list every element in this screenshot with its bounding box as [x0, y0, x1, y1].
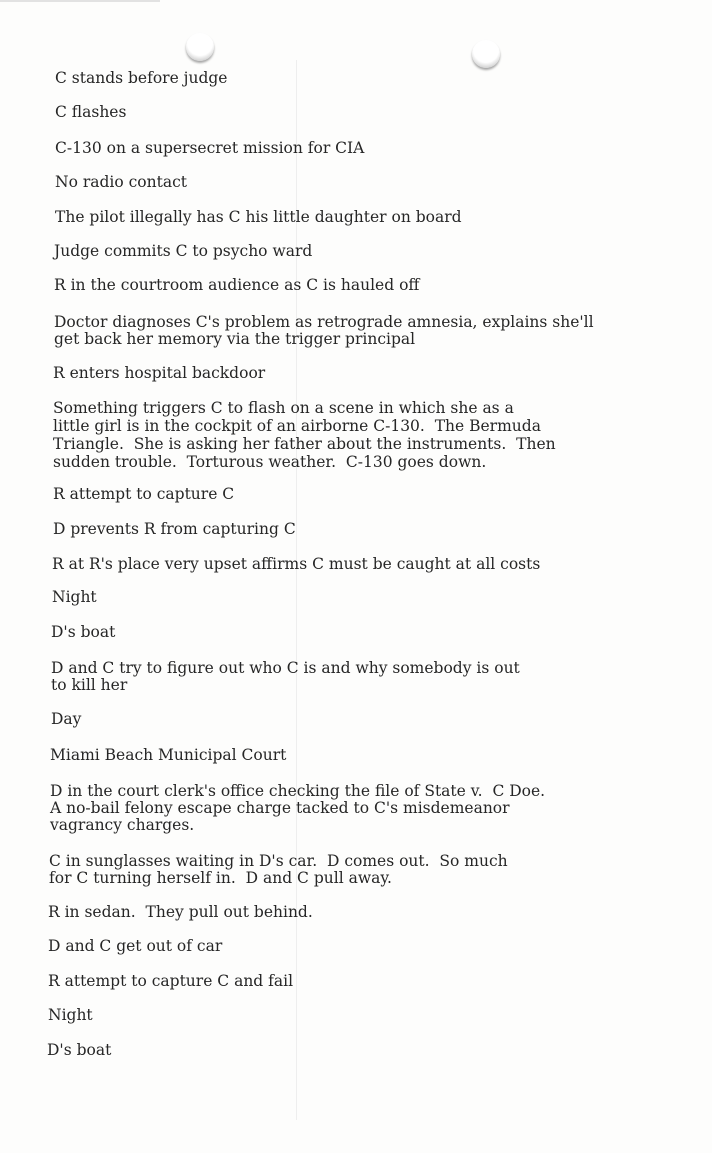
text-line: R attempt to capture C [53, 485, 235, 503]
text-line: D's boat [47, 1041, 112, 1059]
text-line: C-130 on a supersecret mission for CIA [55, 139, 365, 157]
text-line: Judge commits C to psycho ward [54, 242, 313, 260]
text-line: A no-bail felony escape charge tacked to C's misdemeanor [50, 799, 510, 817]
text-line: Night [48, 1006, 93, 1024]
text-line: R at R's place very upset affirms C must be caught at all costs [52, 555, 541, 573]
text-line: R attempt to capture C and fail [48, 972, 294, 990]
text-line: D and C try to figure out who C is and why somebody is out [51, 659, 520, 677]
text-line: Triangle. She is asking her father about the instruments. Then [53, 435, 556, 453]
text-line: D and C get out of car [48, 937, 223, 955]
text-line: D prevents R from capturing C [53, 520, 296, 538]
text-line: sudden trouble. Torturous weather. C-130 goes down. [53, 453, 487, 471]
text-line: little girl is in the cockpit of an airborne C-130. The Bermuda [53, 417, 541, 435]
text-line: R in the courtroom audience as C is hauled off [54, 276, 420, 294]
text-line: R enters hospital backdoor [53, 364, 266, 382]
text-line: The pilot illegally has C his little daughter on board [55, 208, 462, 226]
text-line: C in sunglasses waiting in D's car. D comes out. So much [49, 852, 508, 870]
text-line: get back her memory via the trigger principal [54, 330, 416, 348]
text-line: Something triggers C to flash on a scene in which she as a [53, 399, 514, 417]
text-line: Miami Beach Municipal Court [50, 746, 287, 764]
top-edge-rule [0, 0, 160, 2]
text-line: C stands before judge [55, 69, 228, 87]
text-line: Day [51, 710, 82, 728]
text-line: for C turning herself in. D and C pull away. [49, 869, 392, 887]
text-line: R in sedan. They pull out behind. [48, 903, 313, 921]
text-line: C flashes [55, 103, 127, 121]
text-line: to kill her [51, 676, 128, 694]
punch-hole-right [472, 40, 500, 68]
text-line: D's boat [51, 623, 116, 641]
text-line: Night [52, 588, 97, 606]
text-line: D in the court clerk's office checking the file of State v. C Doe. [50, 782, 546, 800]
text-line: No radio contact [55, 173, 187, 191]
punch-hole-left [186, 33, 214, 61]
text-line: Doctor diagnoses C's problem as retrograde amnesia, explains she'll [54, 313, 594, 331]
text-line: vagrancy charges. [50, 816, 195, 834]
